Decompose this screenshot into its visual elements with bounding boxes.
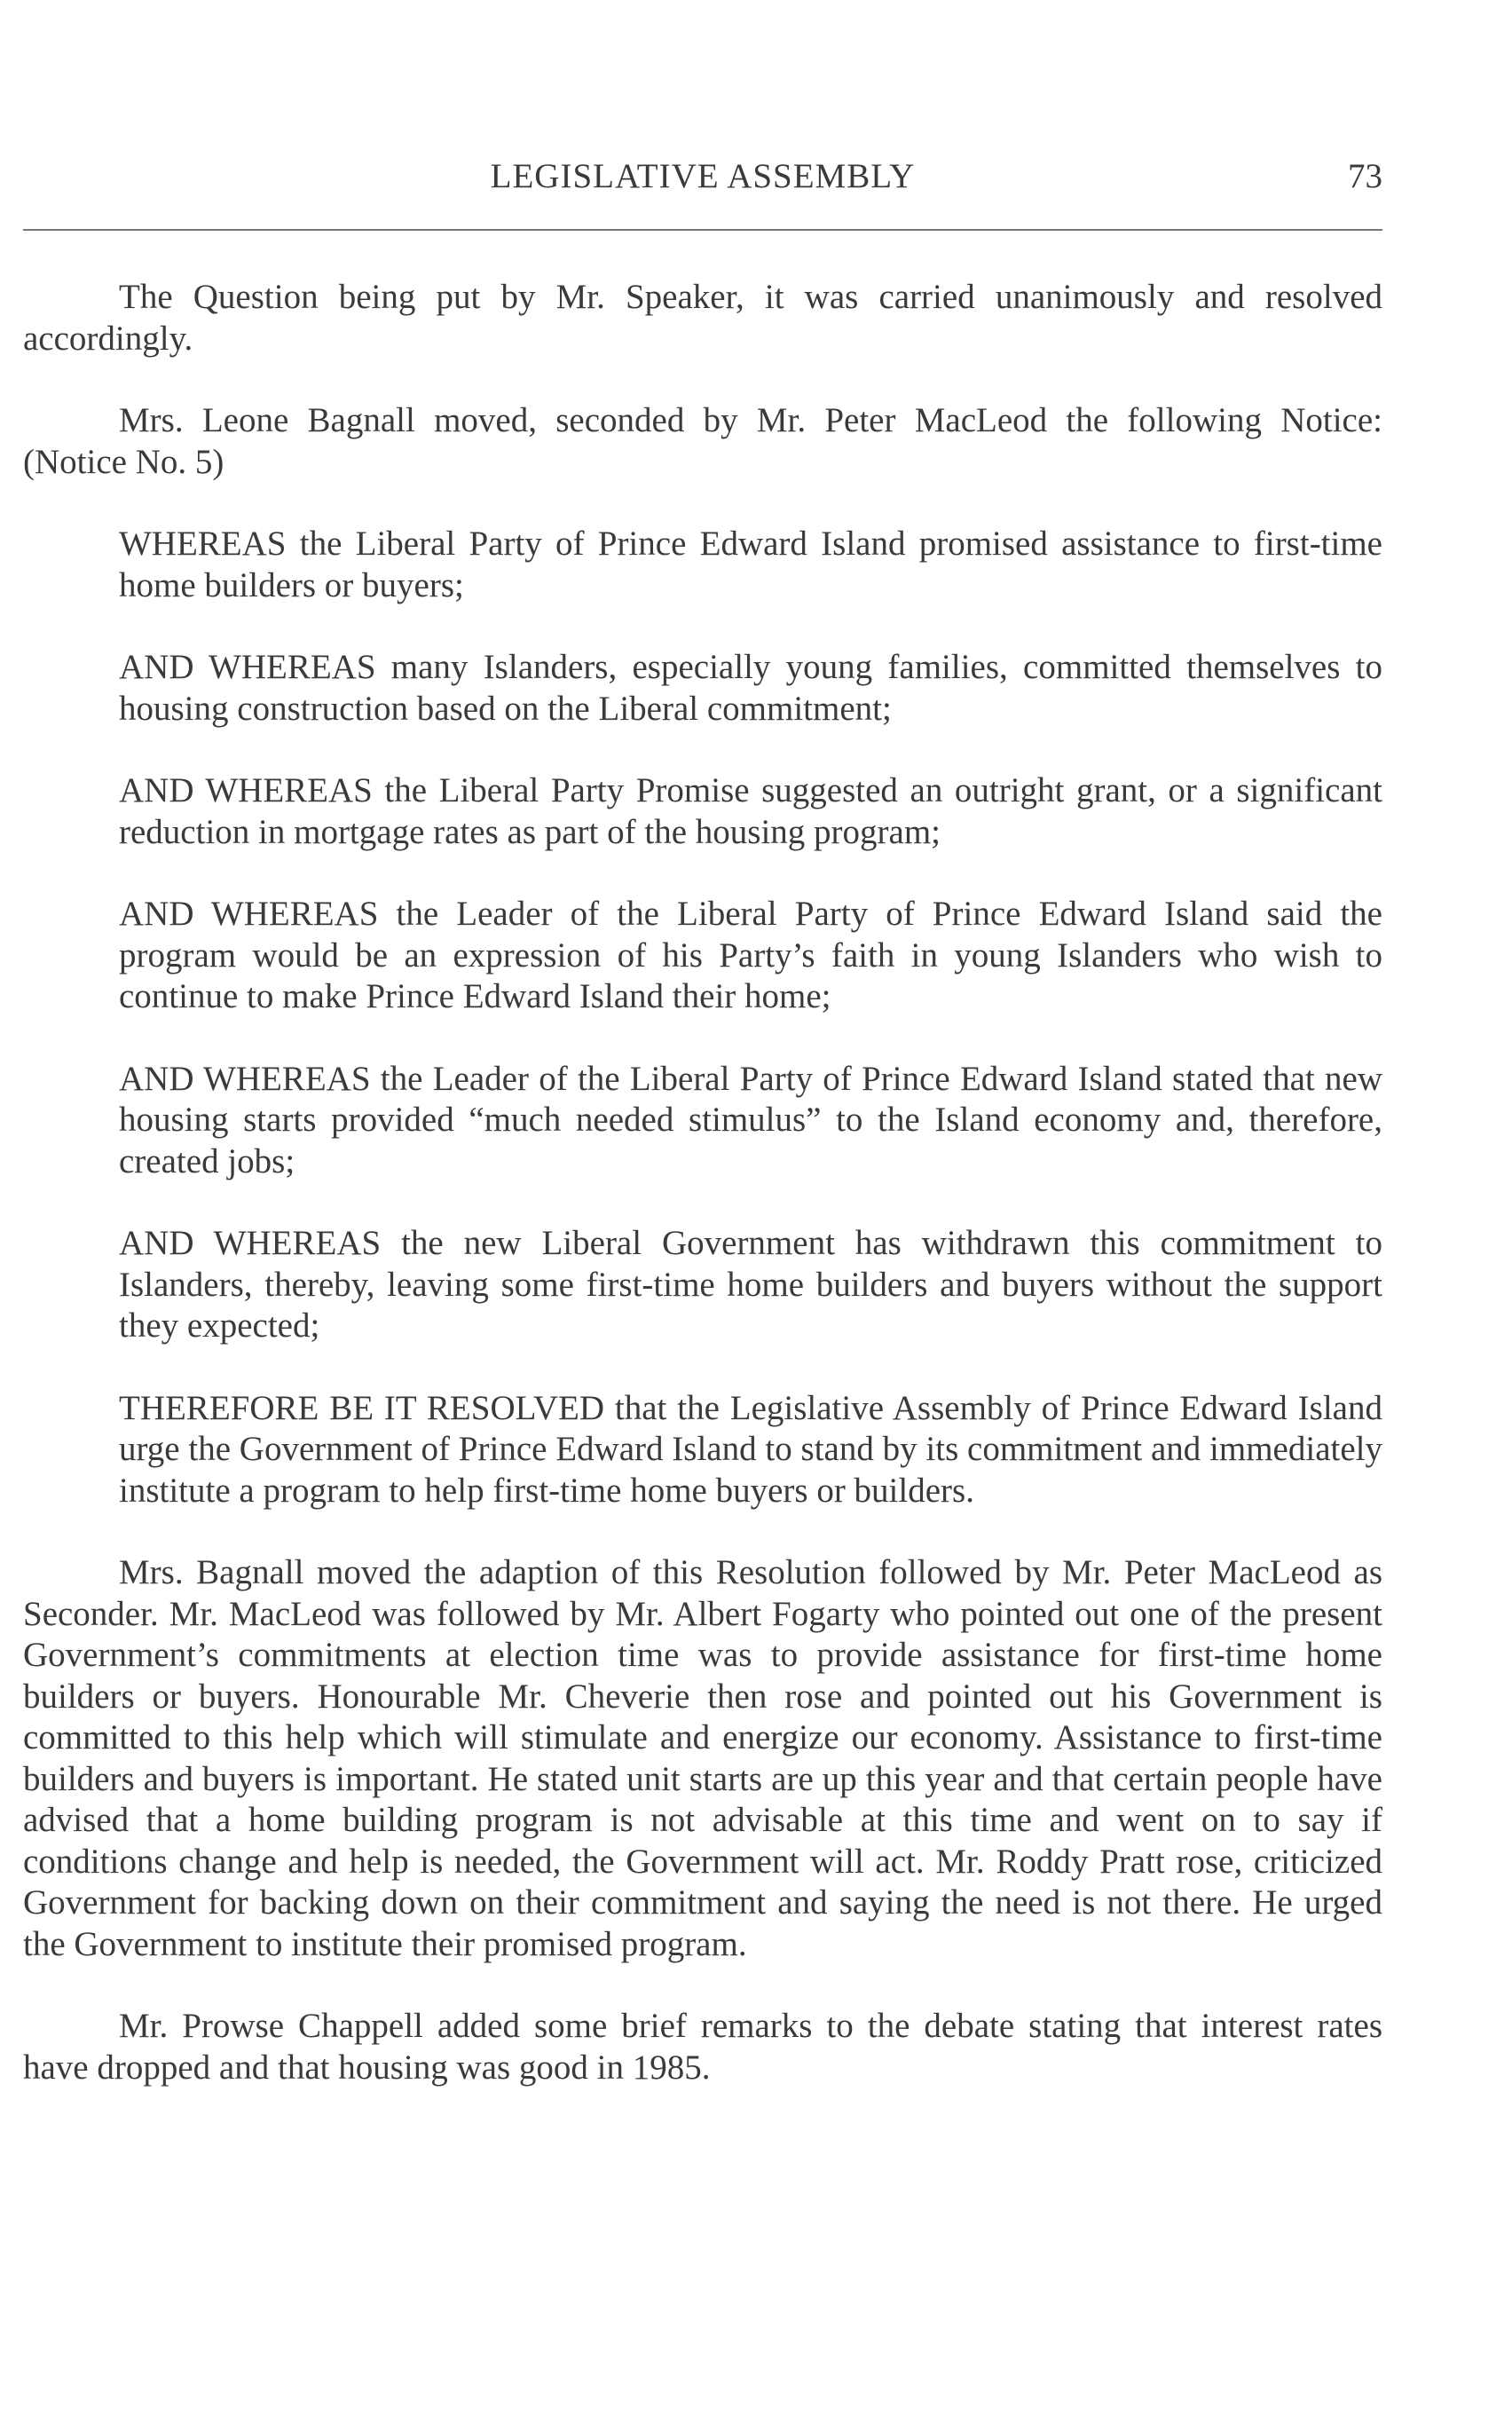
body-text xyxy=(23,277,1382,2088)
whereas-clause-1: WHEREAS the Liberal Party of Prince Edward Island promised assistance to first-time home builders or buyers; xyxy=(119,525,1382,604)
paragraph-question: The Question being put by Mr. Speaker, it was carried unanimously and resolved accordingly. xyxy=(23,278,1382,358)
page-header xyxy=(23,151,1382,202)
whereas-clause-5: AND WHEREAS the Leader of the Liberal Party of Prince Edward Island stated that new housing starts provided “much needed stimulus” to the Island economy and, therefore, created jobs; xyxy=(119,1059,1382,1180)
resolved-clause: THEREFORE BE IT RESOLVED that the Legislative Assembly of Prince Edward Island urge the Government of Prince Edward Island to stand by its commitment and immediately institute a program to help first-time home buyers or builders. xyxy=(119,1388,1382,1510)
paragraph-notice-motion: Mrs. Leone Bagnall moved, seconded by Mr. Peter MacLeod the following Notice: (Notice No. 5) xyxy=(23,401,1382,481)
whereas-clause-3: AND WHEREAS the Liberal Party Promise suggested an outright grant, or a significant reduction in mortgage rates as part of the housing program; xyxy=(119,771,1382,851)
running-title: LEGISLATIVE ASSEMBLY xyxy=(490,157,916,195)
page-number: 73 xyxy=(1348,157,1382,195)
paragraph-chappell-remarks: Mr. Prowse Chappell added some brief remarks to the debate stating that interest rates have dropped and that housing was good in 1985. xyxy=(23,2007,1382,2087)
whereas-clause-6: AND WHEREAS the new Liberal Government has withdrawn this commitment to Islanders, thereby, leaving some first-time home builders and buyers without the support they expected; xyxy=(119,1224,1382,1345)
document-page xyxy=(23,0,1382,2423)
whereas-clause-4: AND WHEREAS the Leader of the Liberal Party of Prince Edward Island said the program would be an expression of his Party’s faith in young Islanders who wish to continue to make Prince Edward Island their home; xyxy=(119,895,1382,1015)
header-rule xyxy=(23,229,1382,231)
paragraph-debate: Mrs. Bagnall moved the adaption of this Resolution followed by Mr. Peter MacLeod as Seconder. Mr. MacLeod was followed by Mr. Albert Fogarty who pointed out one of the present Government’s commitments at election time was to provide assistance for first-time home builders or buyers. Honourable Mr. Cheverie then rose and pointed out his Government is committed to this help which will stimulate and energize our economy. Assistance to first-time builders and buyers is important. He stated unit starts are up this year and that certain people have advised that a home building program is not advisable at this time and went on to say if conditions change and help is needed, the Government will act. Mr. Roddy Pratt rose, criticized Government for backing down on their commitment and saying the need is not there. He urged the Government to institute their promised program. xyxy=(23,1553,1382,1963)
whereas-clause-2: AND WHEREAS many Islanders, especially young families, committed themselves to housing construction based on the Liberal commitment; xyxy=(119,648,1382,728)
